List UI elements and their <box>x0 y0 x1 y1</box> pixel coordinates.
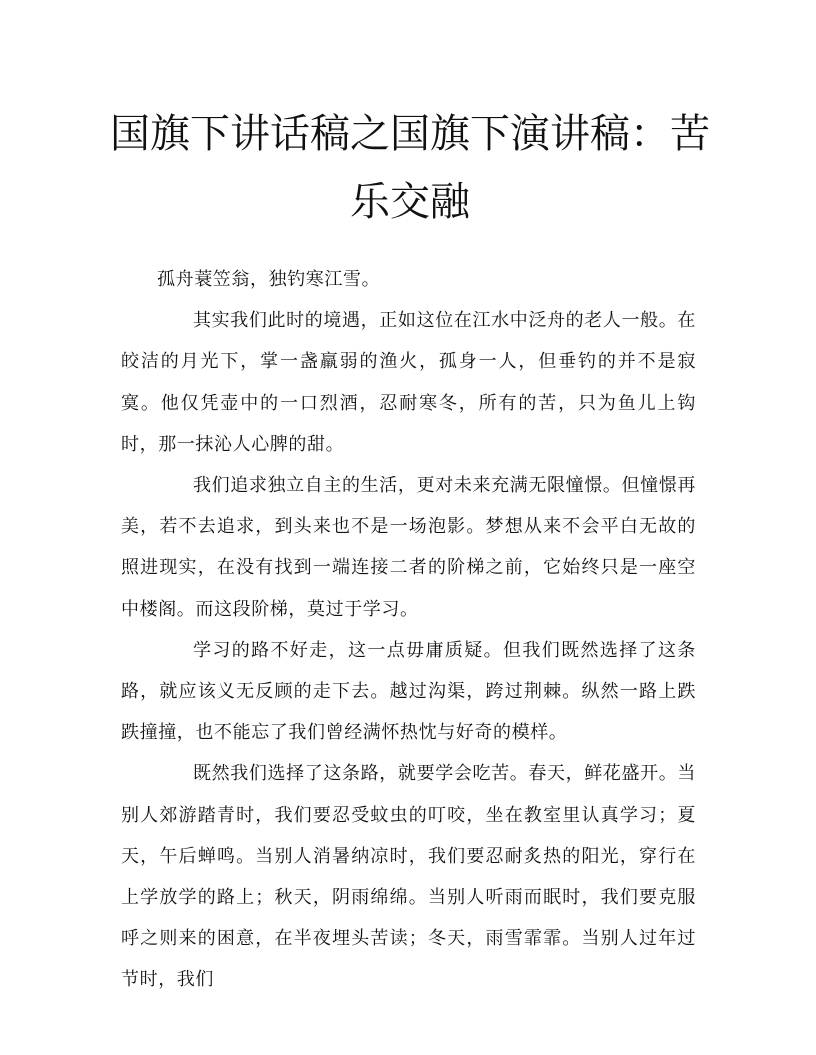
paragraph-1: 孤舟蓑笠翁，独钓寒江雪。 <box>157 269 381 290</box>
paragraph-3: 我们追求独立自主的生活，更对未来充满无限憧憬。但憧憬再美，若不去追求，到头来也不是一场泡影。梦想从来不会平白无故的照进现实，在没有找到一端连接二者的阶梯之前，它始终只是一座空中楼阁。而这段阶梯，莫过于学习。 <box>121 475 696 620</box>
paragraph-5: 既然我们选择了这条路，就要学会吃苦。春天，鲜花盛开。当别人郊游踏青时，我们要忍受蚊虫的叮咬，坐在教室里认真学习；夏天，午后蝉鸣。当别人消暑纳凉时，我们要忍耐炙热的阳光，穿行在上学放学的路上；秋天，阴雨绵绵。当别人听雨而眠时，我们要克服呼之则来的困意，在半夜埋头苦读；冬天，雨雪霏霏。当别人过年过节时，我们 <box>121 763 696 991</box>
document-body <box>121 259 696 1001</box>
document-title: 国旗下讲话稿之国旗下演讲稿：苦乐交融 <box>110 111 710 225</box>
paragraph-2: 其实我们此时的境遇，正如这位在江水中泛舟的老人一般。在皎洁的月光下，掌一盏羸弱的渔火，孤身一人，但垂钓的并不是寂寞。他仅凭壶中的一口烈酒，忍耐寒冬，所有的苦，只为鱼儿上钩时，那一抹沁人心脾的甜。 <box>121 310 696 455</box>
paragraph-4: 学习的路不好走，这一点毋庸质疑。但我们既然选择了这条路，就应该义无反顾的走下去。越过沟渠，跨过荆棘。纵然一路上跌跌撞撞，也不能忘了我们曾经满怀热忱与好奇的模样。 <box>121 639 696 744</box>
